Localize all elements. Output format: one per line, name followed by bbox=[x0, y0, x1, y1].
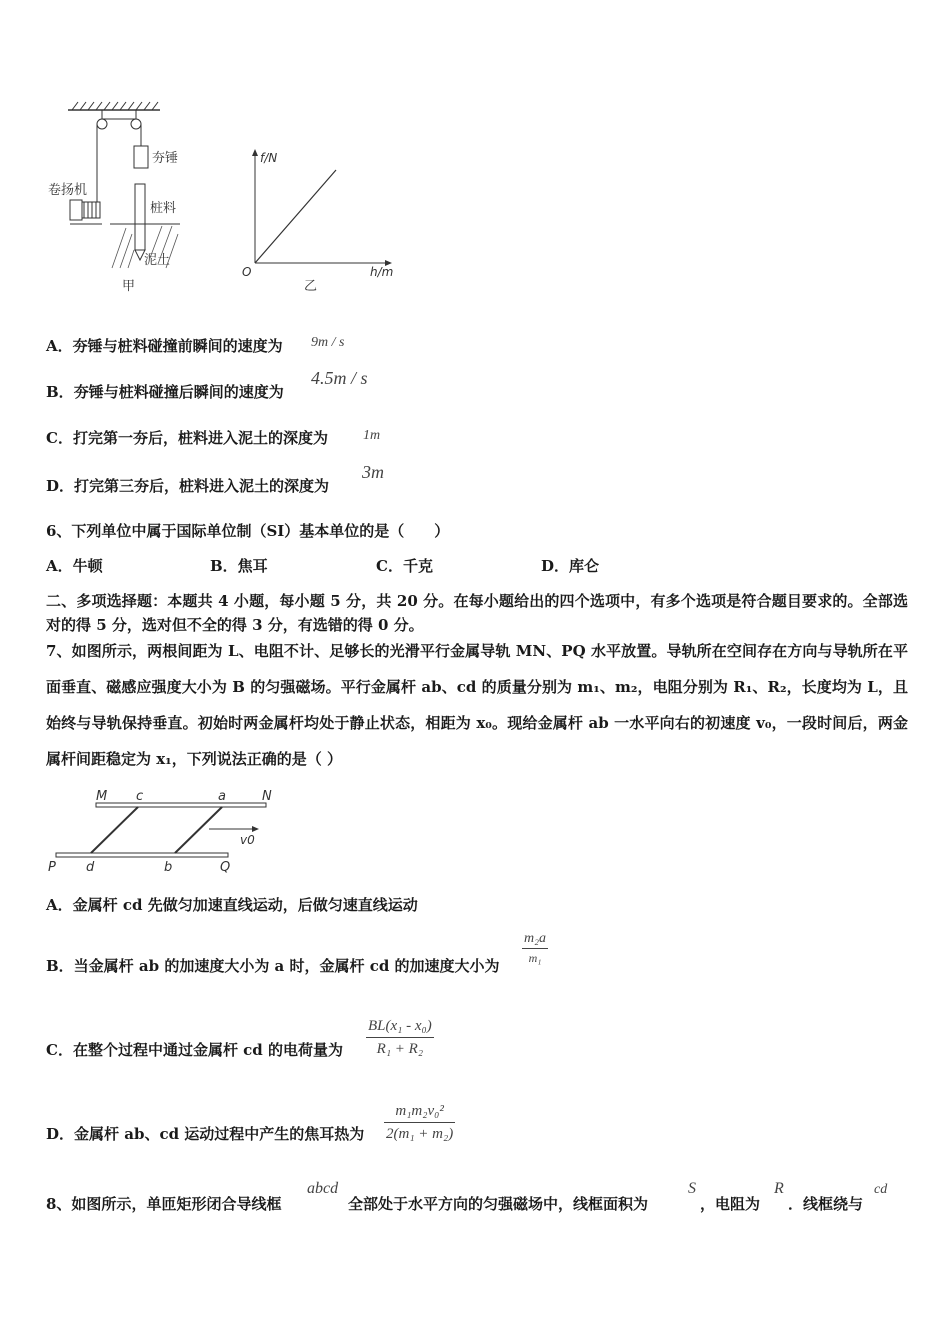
q8-stem-part-4: ．线框绕与 bbox=[788, 1195, 864, 1213]
q5-option-a: A．夯锤与桩料碰撞前瞬间的速度为 bbox=[46, 337, 283, 355]
q8-symbol-abcd: abcd bbox=[307, 1180, 339, 1197]
graph-origin: O bbox=[242, 265, 252, 279]
rail-label-p: P bbox=[48, 860, 56, 875]
q7-option-b-denominator: m₁ bbox=[522, 948, 548, 967]
graph-y-axis-label: f/N bbox=[260, 151, 278, 165]
q6-option-a: A．牛顿 bbox=[46, 557, 103, 575]
q7-option-c-fraction bbox=[366, 1015, 434, 1060]
q8-stem-part-2: 全部处于水平方向的匀强磁场中，线框面积为 bbox=[348, 1195, 649, 1213]
q8-symbol-r: R bbox=[774, 1180, 784, 1197]
rail-label-q: Q bbox=[220, 860, 231, 875]
q5-option-d: D．打完第三夯后，桩料进入泥土的深度为 bbox=[46, 477, 330, 495]
q7-option-d-numerator: m₁m₂v₀² bbox=[395, 1103, 444, 1119]
rod-label-d: d bbox=[86, 860, 95, 875]
caption-b: 乙 bbox=[304, 279, 318, 294]
velocity-label: v0 bbox=[240, 833, 255, 847]
q7-option-b-numerator: m₂a bbox=[524, 931, 546, 946]
q7-option-d: D．金属杆 ab、cd 运动过程中产生的焦耳热为 bbox=[46, 1125, 365, 1143]
q5-option-c: C．打完第一夯后，桩料进入泥土的深度为 bbox=[46, 429, 328, 447]
q5-option-a-value: 9m / s bbox=[311, 335, 345, 350]
q5-option-b: B．夯锤与桩料碰撞后瞬间的速度为 bbox=[46, 383, 284, 401]
figure-rails bbox=[44, 786, 284, 878]
q7-option-b-fraction bbox=[522, 930, 548, 967]
caption-a: 甲 bbox=[122, 279, 136, 294]
q6-stem: 6、下列单位中属于国际单位制（SI）基本单位的是（ ） bbox=[46, 522, 450, 540]
label-pile: 桩料 bbox=[150, 201, 177, 216]
q8-stem-part-1: 8、如图所示，单匝矩形闭合导线框 bbox=[46, 1195, 282, 1213]
rail-label-n: N bbox=[262, 789, 272, 804]
rod-label-a: a bbox=[218, 789, 226, 804]
q8-symbol-s: S bbox=[688, 1180, 696, 1197]
q7-option-d-denominator: 2(m₁ + m₂) bbox=[384, 1122, 455, 1145]
q6-option-c: C．千克 bbox=[376, 557, 433, 575]
q7-option-a: A．金属杆 cd 先做匀加速直线运动，后做匀速直线运动 bbox=[46, 896, 418, 914]
rod-label-b: b bbox=[164, 860, 173, 875]
q6-option-b: B．焦耳 bbox=[210, 557, 268, 575]
q8-stem-part-3: ，电阻为 bbox=[700, 1195, 761, 1213]
q8-symbol-cd: cd bbox=[874, 1182, 888, 1197]
q5-option-c-value: 1m bbox=[363, 428, 381, 443]
q7-option-c: C．在整个过程中通过金属杆 cd 的电荷量为 bbox=[46, 1041, 344, 1059]
section-2-heading: 二、多项选择题：本题共 4 小题，每小题 5 分，共 20 分。在每小题给出的四个选项中，有多个选项是符合题目要求的。全部选对的得 5 分，选对但不全的得 3 分，有选错的得 0 分。 bbox=[46, 592, 908, 634]
label-winch: 卷扬机 bbox=[48, 183, 88, 198]
q7-option-b: B．当金属杆 ab 的加速度大小为 a 时，金属杆 cd 的加速度大小为 bbox=[46, 957, 500, 975]
label-hammer: 夯锤 bbox=[152, 151, 179, 166]
label-soil: 泥土 bbox=[144, 253, 171, 268]
q6-option-d: D．库仑 bbox=[541, 557, 600, 575]
rail-label-m: M bbox=[96, 789, 108, 804]
q5-option-d-value: 3m bbox=[362, 462, 384, 482]
q7-option-c-denominator: R₁ + R₂ bbox=[366, 1037, 434, 1060]
q7-stem: 7、如图所示，两根间距为 L、电阻不计、足够长的光滑平行金属导轨 MN、PQ 水平放置。导轨所在空间存在方向与导轨所在平面垂直、磁感应强度大小为 B 的匀强磁场。平行金属杆 ab、cd 的质量分别为 m₁、m₂，电阻分别为 R₁、R₂，长度均为 L，且始终与导轨保持垂直。初始时两金属杆均处于静止状态，相距为 x₀。现给金属杆 ab 一水平向右的初速度 v₀，一段时间后，两金属杆间距稳定为 x₁，下列说法正确的是（ ） bbox=[46, 642, 908, 768]
graph-x-axis-label: h/m bbox=[370, 265, 394, 279]
q5-option-b-value: 4.5m / s bbox=[311, 368, 368, 388]
q7-option-d-fraction bbox=[384, 1100, 455, 1145]
rod-label-c: c bbox=[136, 789, 144, 804]
q7-option-c-numerator: BL(x₁ - x₀) bbox=[368, 1018, 432, 1034]
figure-pile-driver bbox=[40, 98, 400, 298]
